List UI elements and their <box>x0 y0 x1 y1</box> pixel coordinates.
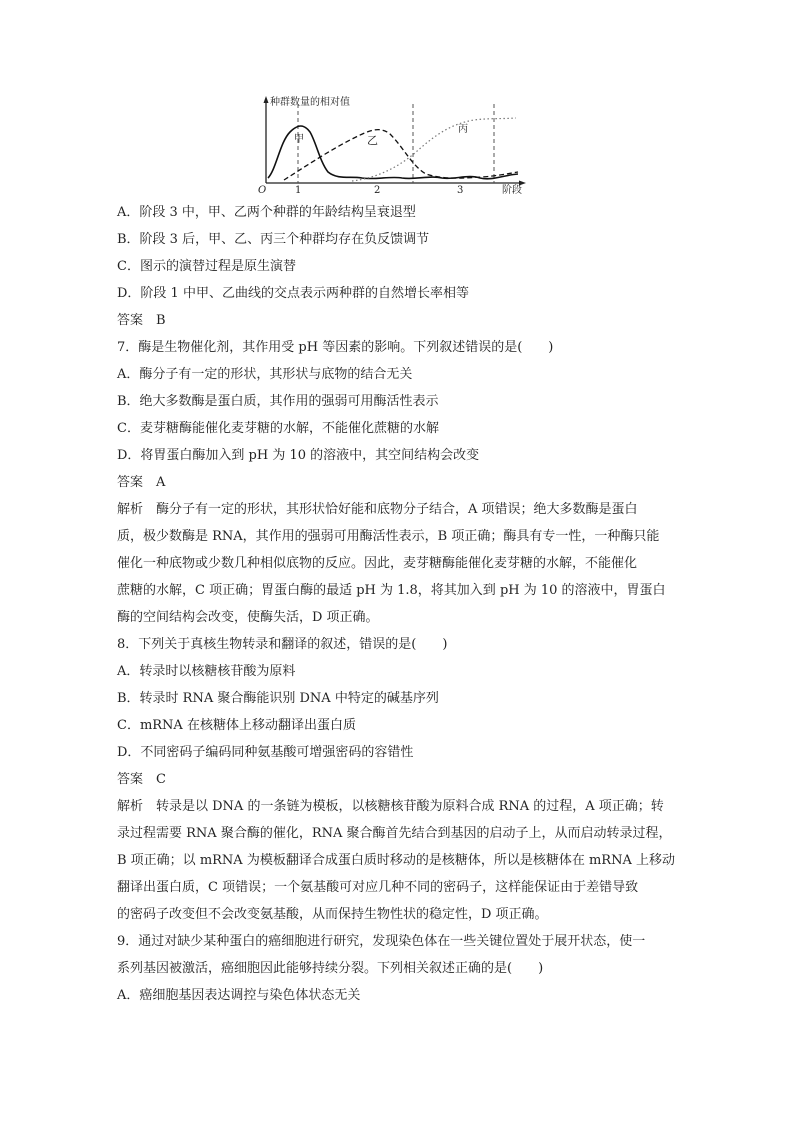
option-b-q7: B．绝大多数酶是蛋白质，其作用的强弱可用酶活性表示 <box>117 394 439 409</box>
curve-jia <box>268 126 518 179</box>
option-d-q6: D．阶段 1 中甲、乙曲线的交点表示两种群的自然增长率相等 <box>117 286 469 301</box>
tick-label-2: 2 <box>374 185 381 196</box>
analysis-q7-line-1: 解析 酶分子有一定的形状，其形状恰好能和底物分子结合，A 项错误；绝大多数酶是蛋白 <box>117 502 638 517</box>
option-b-q6: B．阶段 3 后，甲、乙、丙三个种群均存在负反馈调节 <box>117 232 430 247</box>
population-figure <box>250 92 530 202</box>
curve-label-bing: 丙 <box>458 124 468 135</box>
answer-q8: 答案 C <box>117 772 166 787</box>
population-chart <box>250 92 530 202</box>
option-d-q7: D．将胃蛋白酶加入到 pH 为 10 的溶液中，其空间结构会改变 <box>117 448 480 463</box>
option-c-q8: C．mRNA 在核糖体上移动翻译出蛋白质 <box>117 718 356 733</box>
question-9-line-1: 9．通过对缺少某种蛋白的癌细胞进行研究，发现染色体在一些关键位置处于展开状态，使一 <box>117 934 646 949</box>
answer-q6: 答案 B <box>117 313 166 328</box>
y-axis-arrow <box>264 96 269 103</box>
curve-bing <box>352 118 516 181</box>
analysis-q7-line-3: 催化一种底物或少数几种相似底物的反应。因此，麦芽糖酶能催化麦芽糖的水解，不能催化 <box>117 556 638 571</box>
analysis-q8-line-3: B 项正确；以 mRNA 为模板翻译合成蛋白质时移动的是核糖体，所以是核糖体在 mRNA 上移动 <box>117 853 675 868</box>
question-7: 7．酶是生物催化剂，其作用受 pH 等因素的影响。下列叙述错误的是( ) <box>117 340 554 355</box>
option-c-q6: C．图示的演替过程是原生演替 <box>117 259 296 274</box>
answer-q7: 答案 A <box>117 475 166 490</box>
question-8: 8．下列关于真核生物转录和翻译的叙述，错误的是( ) <box>117 637 448 652</box>
analysis-q7-line-2: 质，极少数酶是 RNA，其作用的强弱可用酶活性表示，B 项正确；酶具有专一性，一种酶只能 <box>117 529 660 544</box>
option-b-q8: B．转录时 RNA 聚合酶能识别 DNA 中特定的碱基序列 <box>117 691 439 706</box>
tick-label-1: 1 <box>295 185 302 196</box>
tick-label-3: 3 <box>457 185 464 196</box>
curve-label-jia: 甲 <box>294 134 304 145</box>
analysis-q8-line-2: 录过程需要 RNA 聚合酶的催化，RNA 聚合酶首先结合到基因的启动子上，从而启动转录过程， <box>117 826 672 841</box>
analysis-q7-line-4: 蔗糖的水解，C 项正确；胃蛋白酶的最适 pH 为 1.8，将其加入到 pH 为 10 的溶液中，胃蛋白 <box>117 583 666 598</box>
question-9-line-2: 系列基因被激活，癌细胞因此能够持续分裂。下列相关叙述正确的是( ) <box>117 961 544 976</box>
y-axis-label: 种群数量的相对值 <box>270 97 350 108</box>
option-a-q6: A．阶段 3 中，甲、乙两个种群的年龄结构呈衰退型 <box>117 205 416 220</box>
analysis-q8-line-5: 的密码子改变但不会改变氨基酸，从而保持生物性状的稳定性，D 项正确。 <box>117 907 548 922</box>
analysis-q7-line-5: 酶的空间结构会改变，使酶失活，D 项正确。 <box>117 610 379 625</box>
option-a-q7: A．酶分子有一定的形状，其形状与底物的结合无关 <box>117 367 413 382</box>
curve-label-yi: 乙 <box>367 134 378 147</box>
x-axis-label: 阶段 <box>502 185 522 196</box>
option-a-q8: A．转录时以核糖核苷酸为原料 <box>117 664 296 679</box>
origin-label: O <box>258 185 267 196</box>
analysis-q8-line-1: 解析 转录是以 DNA 的一条链为模板，以核糖核苷酸为原料合成 RNA 的过程，A 项正确；转 <box>117 799 664 814</box>
option-a-q9: A．癌细胞基因表达调控与染色体状态无关 <box>117 988 361 1003</box>
option-c-q7: C．麦芽糖酶能催化麦芽糖的水解，不能催化蔗糖的水解 <box>117 421 439 436</box>
option-d-q8: D．不同密码子编码同种氨基酸可增强密码的容错性 <box>117 745 414 760</box>
analysis-q8-line-4: 翻译出蛋白质，C 项错误；一个氨基酸可对应几种不同的密码子，这样能保证由于差错导致 <box>117 880 639 895</box>
